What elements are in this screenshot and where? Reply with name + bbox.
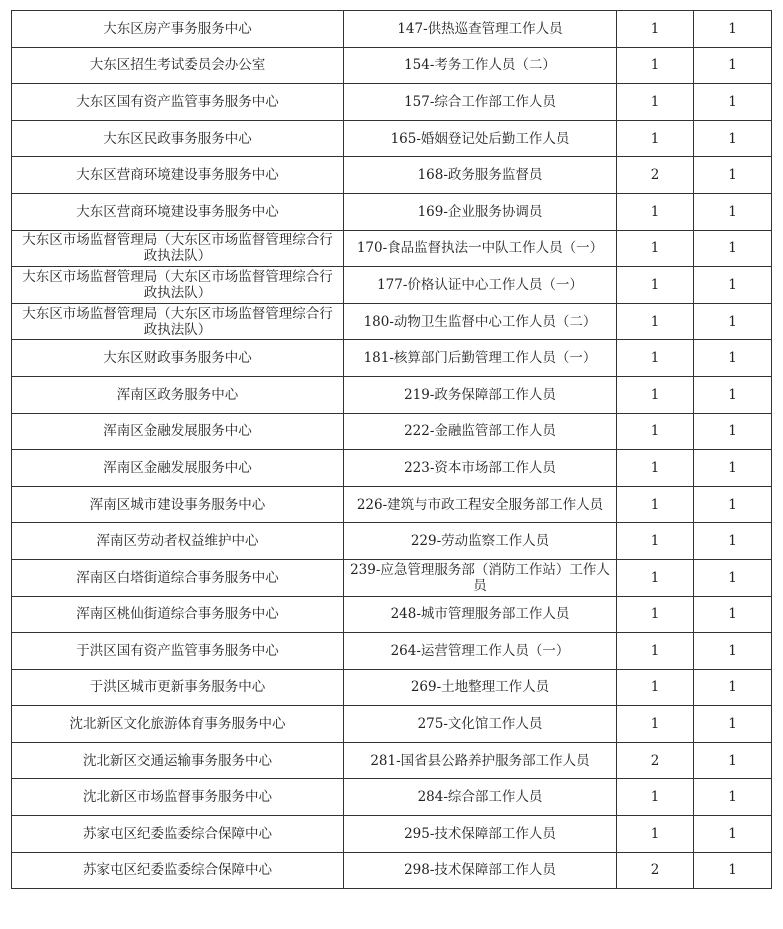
quota-cell: 1	[694, 523, 772, 560]
position-cell: 157-综合工作部工作人员	[344, 84, 617, 121]
applicants-cell: 1	[617, 669, 694, 706]
position-cell: 229-劳动监察工作人员	[344, 523, 617, 560]
unit-cell: 大东区市场监督管理局（大东区市场监督管理综合行政执法队）	[12, 303, 344, 340]
quota-cell: 1	[694, 340, 772, 377]
applicants-cell: 1	[617, 816, 694, 853]
applicants-cell: 1	[617, 376, 694, 413]
table-row	[12, 230, 772, 267]
applicants-cell: 1	[617, 596, 694, 633]
table-row	[12, 303, 772, 340]
unit-cell: 大东区房产事务服务中心	[12, 11, 344, 48]
applicants-cell: 2	[617, 742, 694, 779]
table-row	[12, 84, 772, 121]
applicants-cell: 1	[617, 11, 694, 48]
position-cell: 295-技术保障部工作人员	[344, 816, 617, 853]
quota-cell: 1	[694, 84, 772, 121]
quota-cell: 1	[694, 413, 772, 450]
table-row	[12, 669, 772, 706]
unit-cell: 大东区市场监督管理局（大东区市场监督管理综合行政执法队）	[12, 267, 344, 304]
position-cell: 298-技术保障部工作人员	[344, 852, 617, 889]
applicants-cell: 1	[617, 193, 694, 230]
quota-cell: 1	[694, 669, 772, 706]
table-row	[12, 157, 772, 194]
quota-cell: 1	[694, 706, 772, 743]
table-row	[12, 47, 772, 84]
unit-cell: 大东区民政事务服务中心	[12, 120, 344, 157]
table-row	[12, 816, 772, 853]
table-row	[12, 340, 772, 377]
table-row	[12, 852, 772, 889]
table-row	[12, 596, 772, 633]
table-row	[12, 559, 772, 596]
applicants-cell: 1	[617, 47, 694, 84]
unit-cell: 苏家屯区纪委监委综合保障中心	[12, 816, 344, 853]
quota-cell: 1	[694, 596, 772, 633]
unit-cell: 浑南区金融发展服务中心	[12, 413, 344, 450]
quota-cell: 1	[694, 120, 772, 157]
quota-cell: 1	[694, 267, 772, 304]
unit-cell: 大东区财政事务服务中心	[12, 340, 344, 377]
position-cell: 281-国省县公路养护服务部工作人员	[344, 742, 617, 779]
quota-cell: 1	[694, 450, 772, 487]
unit-cell: 苏家屯区纪委监委综合保障中心	[12, 852, 344, 889]
applicants-cell: 1	[617, 486, 694, 523]
table-row	[12, 706, 772, 743]
position-cell: 223-资本市场部工作人员	[344, 450, 617, 487]
position-cell: 264-运营管理工作人员（一）	[344, 633, 617, 670]
table-row	[12, 267, 772, 304]
quota-cell: 1	[694, 779, 772, 816]
table-row	[12, 413, 772, 450]
quota-cell: 1	[694, 47, 772, 84]
applicants-cell: 1	[617, 450, 694, 487]
position-cell: 169-企业服务协调员	[344, 193, 617, 230]
quota-cell: 1	[694, 559, 772, 596]
applicants-cell: 1	[617, 120, 694, 157]
unit-cell: 沈北新区交通运输事务服务中心	[12, 742, 344, 779]
applicants-cell: 1	[617, 303, 694, 340]
unit-cell: 大东区招生考试委员会办公室	[12, 47, 344, 84]
position-table-body	[12, 11, 772, 889]
position-cell: 239-应急管理服务部（消防工作站）工作人员	[344, 559, 617, 596]
applicants-cell: 1	[617, 267, 694, 304]
quota-cell: 1	[694, 852, 772, 889]
unit-cell: 浑南区金融发展服务中心	[12, 450, 344, 487]
table-row	[12, 486, 772, 523]
quota-cell: 1	[694, 816, 772, 853]
quota-cell: 1	[694, 376, 772, 413]
position-cell: 147-供热巡查管理工作人员	[344, 11, 617, 48]
table-row	[12, 376, 772, 413]
position-cell: 154-考务工作人员（二）	[344, 47, 617, 84]
applicants-cell: 1	[617, 230, 694, 267]
applicants-cell: 1	[617, 559, 694, 596]
unit-cell: 浑南区劳动者权益维护中心	[12, 523, 344, 560]
unit-cell: 大东区营商环境建设事务服务中心	[12, 157, 344, 194]
quota-cell: 1	[694, 11, 772, 48]
position-cell: 269-土地整理工作人员	[344, 669, 617, 706]
quota-cell: 1	[694, 157, 772, 194]
quota-cell: 1	[694, 193, 772, 230]
unit-cell: 浑南区城市建设事务服务中心	[12, 486, 344, 523]
table-row	[12, 523, 772, 560]
unit-cell: 浑南区桃仙街道综合事务服务中心	[12, 596, 344, 633]
unit-cell: 浑南区白塔街道综合事务服务中心	[12, 559, 344, 596]
applicants-cell: 1	[617, 413, 694, 450]
table-row	[12, 450, 772, 487]
applicants-cell: 2	[617, 157, 694, 194]
unit-cell: 于洪区国有资产监管事务服务中心	[12, 633, 344, 670]
table-row	[12, 779, 772, 816]
unit-cell: 大东区市场监督管理局（大东区市场监督管理综合行政执法队）	[12, 230, 344, 267]
quota-cell: 1	[694, 303, 772, 340]
position-cell: 177-价格认证中心工作人员（一）	[344, 267, 617, 304]
position-cell: 170-食品监督执法一中队工作人员（一）	[344, 230, 617, 267]
position-cell: 165-婚姻登记处后勤工作人员	[344, 120, 617, 157]
position-table-container	[11, 10, 771, 889]
table-row	[12, 11, 772, 48]
applicants-cell: 1	[617, 779, 694, 816]
quota-cell: 1	[694, 742, 772, 779]
applicants-cell: 2	[617, 852, 694, 889]
applicants-cell: 1	[617, 633, 694, 670]
applicants-cell: 1	[617, 523, 694, 560]
table-row	[12, 120, 772, 157]
position-cell: 226-建筑与市政工程安全服务部工作人员	[344, 486, 617, 523]
quota-cell: 1	[694, 633, 772, 670]
applicants-cell: 1	[617, 706, 694, 743]
position-cell: 219-政务保障部工作人员	[344, 376, 617, 413]
table-row	[12, 193, 772, 230]
table-row	[12, 633, 772, 670]
position-cell: 181-核算部门后勤管理工作人员（一）	[344, 340, 617, 377]
unit-cell: 于洪区城市更新事务服务中心	[12, 669, 344, 706]
unit-cell: 浑南区政务服务中心	[12, 376, 344, 413]
unit-cell: 大东区营商环境建设事务服务中心	[12, 193, 344, 230]
unit-cell: 沈北新区文化旅游体育事务服务中心	[12, 706, 344, 743]
position-cell: 275-文化馆工作人员	[344, 706, 617, 743]
position-table	[11, 10, 772, 889]
unit-cell: 沈北新区市场监督事务服务中心	[12, 779, 344, 816]
quota-cell: 1	[694, 486, 772, 523]
applicants-cell: 1	[617, 340, 694, 377]
applicants-cell: 1	[617, 84, 694, 121]
position-cell: 284-综合部工作人员	[344, 779, 617, 816]
position-cell: 248-城市管理服务部工作人员	[344, 596, 617, 633]
position-cell: 168-政务服务监督员	[344, 157, 617, 194]
position-cell: 180-动物卫生监督中心工作人员（二）	[344, 303, 617, 340]
unit-cell: 大东区国有资产监管事务服务中心	[12, 84, 344, 121]
table-row	[12, 742, 772, 779]
position-cell: 222-金融监管部工作人员	[344, 413, 617, 450]
quota-cell: 1	[694, 230, 772, 267]
